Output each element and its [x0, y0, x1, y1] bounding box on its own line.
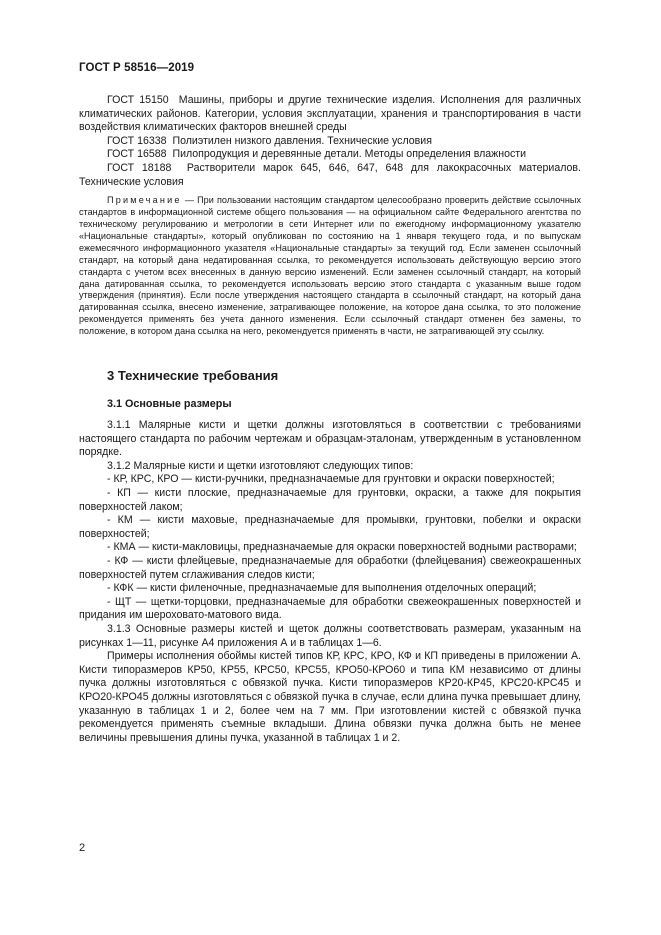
document-header: ГОСТ Р 58516—2019	[79, 62, 195, 74]
reference-text: Полиэтилен низкого давления. Технические условия	[172, 134, 432, 147]
reference-18188	[79, 162, 581, 189]
list-item: - ЩТ — щетки-торцовки, предназначаемые для обработки свежеокрашенных поверхностей и придания им шероховато-матового вида.	[79, 595, 581, 622]
list-item: - КМА — кисти-макловицы, предназначаемые для окраски поверхностей водными растворами;	[107, 541, 577, 554]
note-text: — При пользовании настоящим стандартом целесообразно проверить действие ссылочных стандартов в информационной системе общего пользования — на официальном сайте Федерального агентства по техническому регулированию и метрологии в сети Интернет или по ежегодному информационному указателю «Национальные стандарты», который опубликован по состоянию на 1 января текущего года, и по выпускам ежемесячного информационного указателя «Национальные стандарты» за текущий год. Если заменен ссылочный стандарт, на который дана недатированная ссылка, то рекомендуется использовать действующую версию этого стандарта с учетом всех внесенных в данную версию изменений. Если заменен ссылочный стандарт, на который дана датированная ссылка, то рекомендуется использовать версию этого стандарта с указанным выше годом утверждения (принятия). Если после утверждения настоящего стандарта в ссылочный стандарт, на который дана датированная ссылка, внесено изменение, затрагивающее положение, на которое дана ссылка, то это положение рекомендуется применять без учета данного изменения. Если ссылочный стандарт отменен без замены, то положение, в котором дана ссылка на него, рекомендуется применять в части, не затрагивающей эту ссылку.	[79, 195, 581, 337]
list-item: - КФ — кисти флейцевые, предназначаемые для обработки (флейцевания) свежеокрашенных поверхностей путем сглаживания следов кисти;	[79, 554, 581, 581]
clause-3-1-1: 3.1.1 Малярные кисти и щетки должны изготовляться в соответствии с требованиями настоящего стандарта по рабочим чертежам и образцам-эталонам, утвержденным в установленном порядке.	[79, 419, 581, 459]
list-item: - КФК — кисти филеночные, предназначаемые для выполнения отделочных операций;	[107, 582, 537, 595]
subsection-title: 3.1 Основные размеры	[107, 398, 232, 411]
reference-text: Пилопродукция и деревянные детали. Методы определения влажности	[172, 148, 527, 161]
reference-15150	[79, 94, 581, 135]
clause-3-1-2: 3.1.2 Малярные кисти и щетки изготовляют следующих типов:	[107, 459, 414, 472]
list-item: - КП — кисти плоские, предназначаемые для грунтовки, окраски, а также для покрытия поверхностей лаком;	[79, 487, 581, 513]
note-label: Примечание	[107, 195, 182, 206]
section-title: 3 Технические требования	[107, 368, 279, 384]
page-number: 2	[79, 842, 86, 854]
reference-code: ГОСТ 15150	[107, 94, 169, 106]
clause-3-1-3: 3.1.3 Основные размеры кистей и щеток должны соответствовать размерам, указанным на рисунках 1—11, рисунке А4 приложения А и в таблицах 1—6.	[79, 622, 581, 649]
examples-paragraph: Примеры исполнения обоймы кистей типов КР, КРС, КРО, КФ и КП приведены в приложении А. Кисти типоразмеров КР50, КР55, КРС50, КРС55, КРО50-КРО60 и типа КМ независимо от длины пучка должны изготовляться с обвязкой пучка. Кисти типоразмеров КР20-КР45, КРС20-КРС45 и КРО20-КРО45 должны изготовляться с обвязкой пучка в случае, если длина пучка превышает длину, указанную в таблицах 1 и 2, более чем на 7 мм. При изготовлении кистей с обвязкой пучка рекомендуется применять съемные вкладыши. Длина обвязки пучка должна быть не менее величины превышения длины пучка, указанной в таблицах 1 и 2.	[79, 650, 581, 744]
note-paragraph	[79, 195, 581, 338]
reference-code: ГОСТ 16338	[107, 134, 167, 147]
page-content	[79, 94, 581, 745]
reference-text: Растворители марок 645, 646, 647, 648 для лакокрасочных материалов. Технические условия	[79, 161, 581, 188]
list-item: - КР, КРС, КРО — кисти-ручники, предназначаемые для грунтовки и окраски поверхностей;	[107, 473, 555, 486]
reference-code: ГОСТ 18188	[107, 161, 172, 174]
reference-16588	[79, 148, 581, 162]
reference-16338	[79, 135, 581, 149]
reference-text: Машины, приборы и другие технические изделия. Исполнения для различных климатических районов. Категории, условия эксплуатации, хранения и транспортирования в части воздействия климатических факторов внешней среды	[79, 94, 581, 134]
reference-code: ГОСТ 16588	[107, 148, 167, 161]
list-item: - КМ — кисти маховые, предназначаемые для промывки, грунтовки, побелки и окраски поверхностей;	[79, 514, 581, 540]
